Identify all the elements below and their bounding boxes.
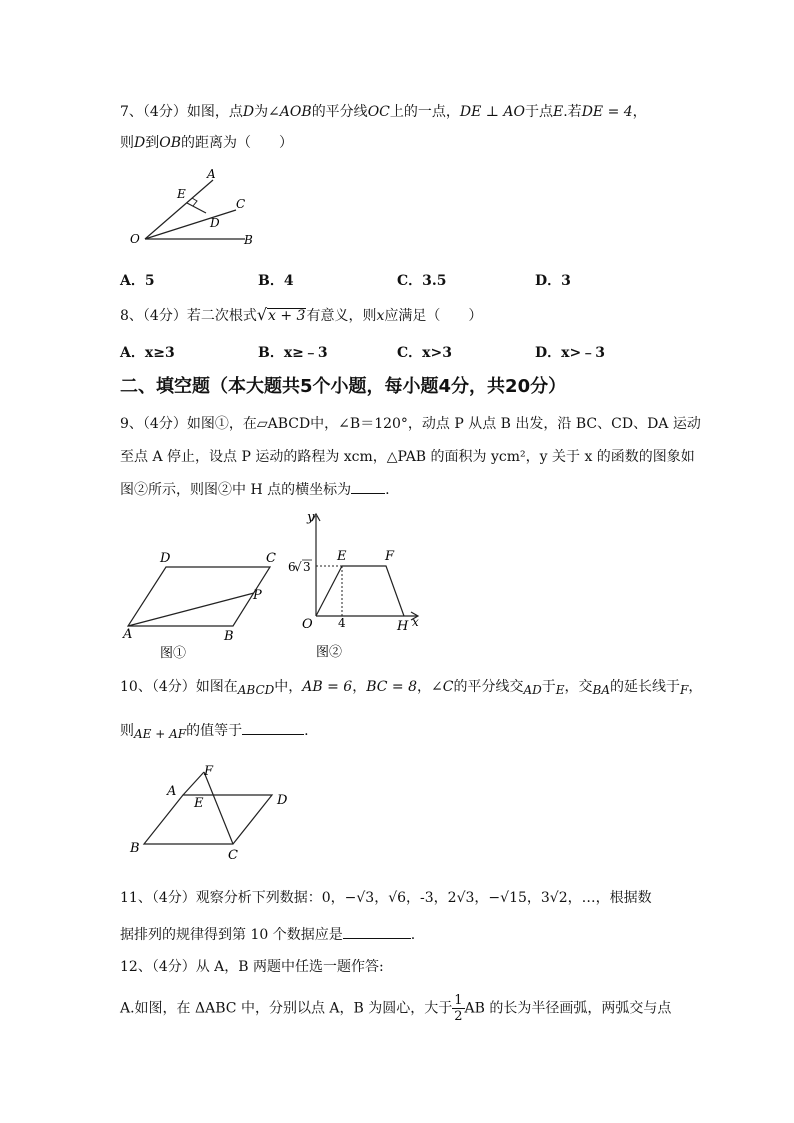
q9-fig2-xtick-4: 4 [338, 616, 346, 630]
q9-fig2-label-H: H [397, 619, 409, 634]
q9-line3: 图②所示，则图②中 H 点的横坐标为 . [120, 479, 390, 500]
q7-label-D: D [210, 216, 220, 230]
q10-label-A: A [167, 784, 177, 799]
q9-fig1-label-A: A [123, 627, 133, 642]
q9-fig2-ytick-sqrt-sign: √ [294, 560, 302, 574]
q7-line2: 则D到OB的距离为（ ） [120, 135, 293, 151]
q12-line1: 12、（4分）从 A，B 两题中任选一题作答: [120, 959, 384, 975]
q10-label-F: F [204, 764, 214, 779]
q11-line2: 据排列的规律得到第 10 个数据应是 . [120, 924, 415, 945]
q9-fig1-label-C: C [266, 551, 276, 566]
q7-label-E: E [177, 187, 186, 201]
q7-figure [125, 163, 265, 253]
q9-fig2-label-E: E [337, 549, 347, 564]
q8-choice-a[interactable]: A．x≥3 [120, 345, 175, 361]
q10-label-D: D [277, 793, 288, 808]
q11-line1: 11、（4分）观察分析下列数据：0，−√3，√6，-3，2√3，−√15，3√2，…，根据数 [120, 890, 652, 906]
q9-fig1-label-P: P [253, 588, 262, 603]
q9-fig2-ytick-rad: 3 [303, 560, 311, 574]
q12-line2: A.如图，在 ΔABC 中，分别以点 A，B 为圆心，大于 $\frac{1}{2}$ AB 的长为半径画弧，两弧交与点 [120, 993, 672, 1024]
q9-fig1-label-B: B [224, 629, 234, 644]
q9-fig1-label-D: D [160, 551, 171, 566]
q8-line: 8、（4分）若二次根式√x + 3有意义，则x应满足（ ） [120, 305, 483, 324]
q9-fig2-ytick-coef: 6 [288, 560, 296, 574]
q9-figure-1 [118, 545, 288, 660]
q10-answer-blank[interactable] [242, 720, 304, 735]
q7-label-B: B [244, 233, 253, 247]
q9-fig2-label-F: F [385, 549, 395, 564]
q7-choice-a[interactable]: A．5 [120, 273, 155, 289]
q9-line2: 至点 A 停止，设点 P 运动的路程为 xcm，△PAB 的面积为 ycm²，y 关于 x 的函数的图象如 [120, 449, 695, 465]
q9-fig2-origin: O [302, 617, 313, 632]
q11-answer-blank[interactable] [343, 924, 411, 939]
q7-choice-d[interactable]: D．3 [535, 273, 571, 289]
q12-fraction: $\frac{1}{2}$ [454, 993, 463, 1024]
q7-label-O: O [130, 232, 140, 246]
q7-line1: 7、（4分）如图，点D为∠AOB的平分线OC上的一点，DE ⊥ AO于点E.若DE = 4， [120, 104, 647, 120]
q7-label-A: A [207, 167, 216, 181]
q10-figure [122, 760, 302, 870]
q7-choice-b[interactable]: B．4 [258, 273, 294, 289]
q9-answer-blank[interactable] [351, 479, 385, 494]
q9-line1: 9、（4分）如图①，在▱ABCD中，∠B＝120°，动点 P 从点 B 出发，沿 BC、CD、DA 运动 [120, 416, 701, 432]
q8-choice-d[interactable]: D．x>﹣3 [535, 345, 605, 361]
q10-label-C: C [228, 848, 238, 863]
section-fill-in-title: 二、填空题（本大题共5个小题，每小题4分，共20分） [120, 376, 567, 397]
q8-choice-c[interactable]: C．x>3 [397, 345, 452, 361]
q9-fig2-caption: 图② [316, 645, 343, 658]
q10-line1: 10、（4分）如图在ABCD中，AB = 6，BC = 8，∠C的平分线交AD于E，交BA的延长线于F， [120, 679, 703, 697]
q10-label-E: E [194, 796, 204, 811]
q9-fig2-axis-y: y [307, 510, 315, 525]
q7-label-C: C [236, 197, 246, 211]
q9-fig2-axis-x: x [412, 615, 419, 629]
q9-fig1-caption: 图① [160, 646, 187, 660]
q10-label-B: B [130, 841, 140, 856]
q7-choice-c[interactable]: C．3.5 [397, 273, 447, 289]
q8-choice-b[interactable]: B．x≥﹣3 [258, 345, 328, 361]
q9-figure-2 [282, 508, 427, 658]
q10-line2: 则AE + AF的值等于 . [120, 720, 309, 744]
